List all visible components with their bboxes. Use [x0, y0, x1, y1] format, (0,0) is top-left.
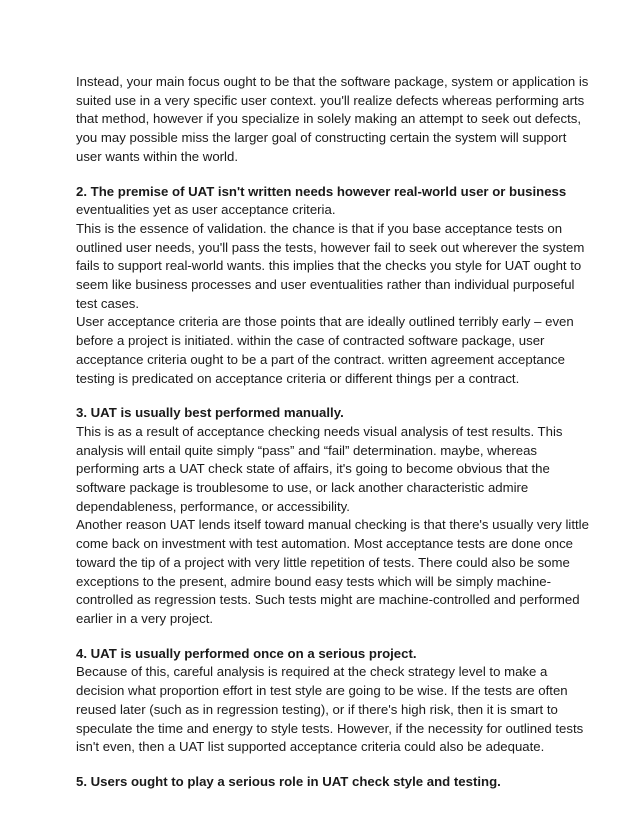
section-5	[76, 773, 576, 792]
intro-line: that method, however if you specialize in solely making an attempt to seek out defects,	[76, 111, 582, 127]
section-3-line: controlled as regression tests. Such tests might are machine-controlled and performed	[76, 592, 580, 608]
section-3-line: exceptions to the present, admire bound easy tests which will be simply machine-	[76, 573, 551, 589]
section-5-heading: 5. Users ought to play a serious role in UAT check style and testing.	[76, 773, 501, 789]
section-2-line: before a project is initiated. within the case of contracted software package, user	[76, 333, 545, 349]
section-2-line: seem like business processes and user eventualities rather than individual purposeful	[76, 277, 575, 293]
section-3-heading: 3. UAT is usually best performed manually.	[76, 405, 344, 421]
section-4-line: reused later (such as in regression testing), or if there's high risk, then it is smart to	[76, 701, 558, 717]
section-4-heading: 4. UAT is usually performed once on a serious project.	[76, 645, 417, 661]
intro-line: Instead, your main focus ought to be that the software package, system or application is	[76, 74, 589, 89]
section-4-line: decision what proportion effort in test style are going to be wise. If the tests are often	[76, 683, 568, 699]
section-4-line: Because of this, careful analysis is required at the check strategy level to make a	[76, 664, 548, 680]
section-2-line: outlined user needs, you'll pass the tests, however fail to seek out wherever the system	[76, 239, 585, 255]
section-3-line: dependableness, performance, or accessibility.	[76, 498, 350, 514]
section-3-line: toward the tip of a project with very little repetition of tests. There could also be some	[76, 554, 570, 570]
section-3-line: come back on investment with test automation. Most acceptance tests are done once	[76, 536, 573, 552]
section-3-line: Another reason UAT lends itself toward manual checking is that there's usually very little	[76, 517, 589, 533]
section-2-line: testing is predicated on acceptance criteria or different things per a contract.	[76, 370, 520, 386]
section-2-line: fails to support real-world wants. this implies that the checks you style for UAT ought to	[76, 258, 582, 274]
section-4	[76, 645, 584, 757]
paragraph-gap	[76, 388, 576, 404]
section-2-line: User acceptance criteria are those points that are ideally outlined terribly early – even	[76, 314, 574, 330]
paragraph-gap	[76, 629, 576, 645]
section-3-line: This is as a result of acceptance checking needs visual analysis of test results. This	[76, 423, 563, 439]
section-3	[76, 404, 589, 628]
intro-line: you may possible miss the larger goal of constructing certain the system will support	[76, 130, 567, 146]
section-4-line: isn't even, then a UAT list supported acceptance criteria could also be adequate.	[76, 739, 545, 755]
intro-line: user wants within the world.	[76, 148, 238, 164]
section-2-line: This is the essence of validation. the chance is that if you base acceptance tests on	[76, 220, 563, 236]
section-2-line: acceptance criteria ought to be a part of the contract. written agreement acceptance	[76, 351, 565, 367]
document-body	[76, 73, 589, 792]
section-2-heading: 2. The premise of UAT isn't written needs however real-world user or business	[76, 183, 567, 199]
paragraph-gap	[76, 757, 576, 773]
paragraph-gap	[76, 167, 576, 183]
section-3-line: analysis will entail quite simply “pass” and “fail” determination. maybe, whereas	[76, 442, 538, 458]
section-2-line: test cases.	[76, 295, 140, 311]
intro-line: suited use in a very specific user context. you'll realize defects whereas performing arts	[76, 92, 585, 108]
section-4-line: speculate the time and energy to style tests. However, if the necessity for outlined tests	[76, 720, 584, 736]
section-3-line: software package is troublesome to use, or lack another characteristic admire	[76, 480, 529, 496]
section-2-line: eventualities yet as user acceptance criteria.	[76, 202, 336, 218]
section-2	[76, 183, 585, 389]
section-3-line: earlier in a very project.	[76, 610, 214, 626]
intro-paragraph	[76, 73, 589, 167]
section-3-line: performing arts a UAT check state of affairs, it's going to become obvious that the	[76, 461, 550, 477]
